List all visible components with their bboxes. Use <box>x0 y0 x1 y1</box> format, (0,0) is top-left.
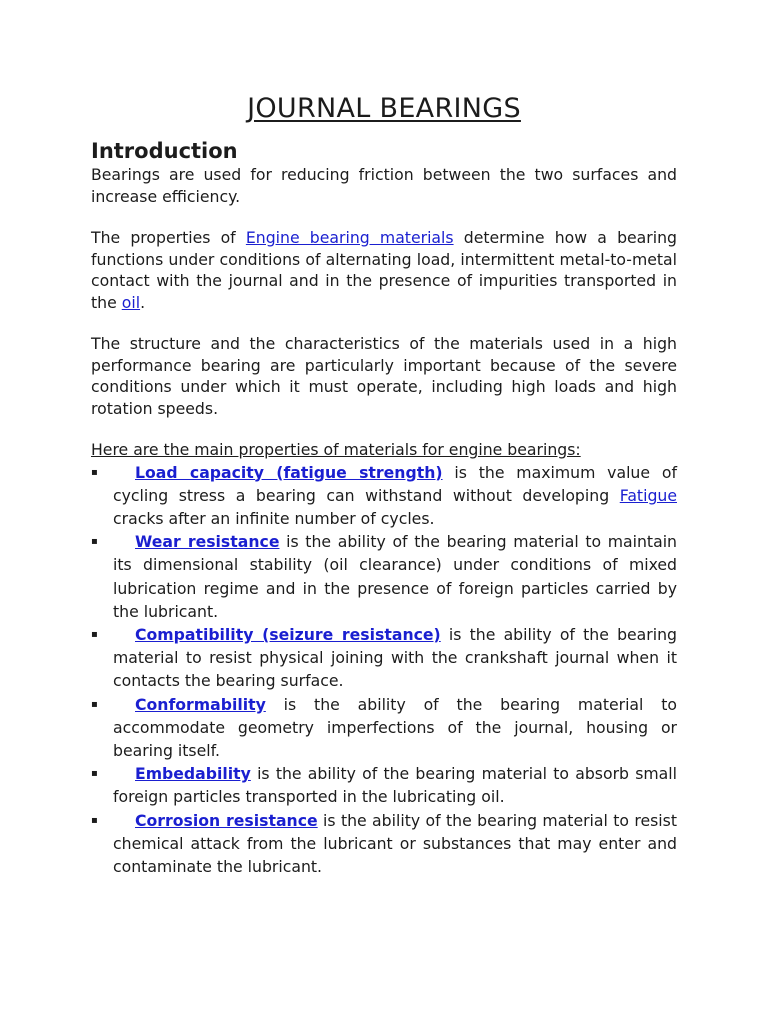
conformability-text: is the ability of the bearing material to accommodate geometry imperfections of the journal, housing or bearing itself. <box>113 694 677 760</box>
bullet-icon: ▪ <box>91 628 98 640</box>
compatibility-link[interactable]: Compatibility (seizure resistance) <box>135 624 441 644</box>
intro-paragraph-2-end: . <box>140 292 146 312</box>
intro-paragraph-2-middle: determine how a bearing functions under conditions of alternating load, intermittent metal-to-metal contact with the journal and in the presence of impurities transported in the <box>91 228 678 312</box>
load-capacity-text: is the maximum value of cycling stress a bearing can withstand without developing <box>113 462 677 505</box>
intro-paragraph-3: The structure and the characteristics of the materials used in a high performance bearing are particularly important because of the severe conditions under which it must operate, including high loads and high rotation speeds. <box>91 334 677 418</box>
introduction-heading: Introduction <box>91 139 238 163</box>
conformability-link[interactable]: Conformability <box>135 694 266 714</box>
list-item <box>91 623 677 693</box>
engine-bearing-materials-link[interactable]: Engine bearing materials <box>245 228 454 247</box>
bullet-icon: ▪ <box>91 698 98 710</box>
list-item <box>91 762 677 808</box>
load-capacity-link[interactable]: Load capacity (fatigue strength) <box>135 462 443 482</box>
bullet-icon: ▪ <box>91 814 98 826</box>
wear-resistance-link[interactable]: Wear resistance <box>135 532 280 552</box>
list-item <box>91 693 677 763</box>
list-item <box>91 530 677 623</box>
corrosion-resistance-link[interactable]: Corrosion resistance <box>135 810 318 830</box>
load-capacity-text-end: cracks after an infinite number of cycles. <box>113 508 435 528</box>
wear-resistance-text: is the ability of the bearing material to maintain its dimensional stability (oil clearance) under conditions of mixed lubrication regime and in the presence of foreign particles carried by the lubricant. <box>113 532 677 621</box>
properties-lead: Here are the main properties of materials for engine bearings: <box>91 440 581 459</box>
properties-list <box>91 461 677 879</box>
corrosion-resistance-text: is the ability of the bearing material to resist chemical attack from the lubricant or substances that may enter and contaminate the lubricant. <box>113 810 677 876</box>
compatibility-text: is the ability of the bearing material to resist physical joining with the crankshaft journal when it contacts the bearing surface. <box>113 624 678 691</box>
oil-link[interactable]: oil <box>121 292 141 312</box>
bullet-icon: ▪ <box>91 536 98 548</box>
list-item <box>91 809 677 879</box>
embedability-link[interactable]: Embedability <box>135 764 251 784</box>
intro-paragraph-2 <box>91 227 677 313</box>
bullet-icon: ▪ <box>91 466 98 478</box>
bullet-icon: ▪ <box>91 768 98 780</box>
list-item <box>91 461 677 531</box>
intro-paragraph-1: Bearings are used for reducing friction between the two surfaces and increase efficiency. <box>91 165 677 206</box>
document-page <box>91 92 677 878</box>
document-title: JOURNAL BEARINGS <box>247 93 521 124</box>
embedability-text: is the ability of the bearing material to absorb small foreign particles transported in the lubricating oil. <box>113 764 677 807</box>
fatigue-link[interactable]: Fatigue <box>619 485 677 505</box>
intro-paragraph-2-start: The properties of <box>91 228 246 247</box>
